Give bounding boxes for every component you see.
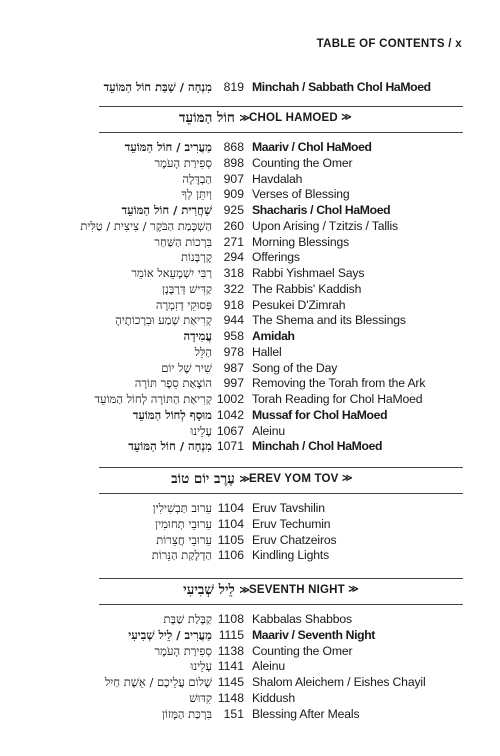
toc-entry[interactable] (0, 186, 500, 202)
entry-english: Morning Blessings (252, 234, 350, 249)
toc-entry[interactable] (0, 202, 500, 218)
entry-hebrew: סְפִירַת הָעֹמֶר (154, 155, 212, 170)
entry-english: The Shema and its Blessings (252, 313, 406, 328)
ornament-right-icon: ≫ (348, 584, 359, 595)
toc-entry[interactable] (0, 234, 500, 250)
toc-entry[interactable] (0, 658, 500, 674)
entry-english: Pesukei D'Zimrah (252, 297, 346, 312)
entry-english: Kabbalas Shabbos (252, 612, 352, 626)
toc-entry[interactable] (0, 423, 500, 439)
entry-english: Song of the Day (252, 360, 338, 375)
toc-entry[interactable] (0, 375, 500, 391)
entry-page: 907 (223, 171, 244, 186)
entry-hebrew: עֵרוּבֵי חֲצֵרוֹת (156, 532, 212, 547)
toc-entry[interactable] (0, 690, 500, 706)
toc-entry[interactable] (0, 328, 500, 344)
entry-hebrew: מַעֲרִיב / לֵיל שְׁבִיעִי (128, 627, 212, 642)
entry-page: 1002 (216, 392, 244, 406)
entry-english: Mussaf for Chol HaMoed (252, 407, 388, 422)
entry-hebrew: הוֹצָאַת סֵפֶר תּוֹרָה (134, 376, 212, 391)
entry-hebrew: עָלֵינוּ (190, 659, 212, 674)
section-title-hebrew (183, 582, 250, 598)
section-rule (99, 106, 463, 107)
entry-hebrew: קַדִּישׁ דְּרַבָּנָן (162, 281, 212, 296)
entry-hebrew: קָרְבָּנוֹת (180, 250, 212, 265)
entry-hebrew: קְרִיאַת שְׁמַע וּבִרְכוֹתֶיהָ (115, 313, 212, 328)
entry-page: 997 (223, 376, 244, 391)
section-title-english (249, 112, 352, 124)
toc-entry[interactable] (0, 391, 500, 407)
toc-entry[interactable] (0, 407, 500, 423)
section-english-text: SEVENTH NIGHT (249, 584, 345, 596)
toc-entry[interactable] (0, 297, 500, 313)
entry-page: 958 (223, 329, 244, 343)
entry-hebrew: וְיִתֵּן לְךָ (181, 187, 212, 202)
toc-entry[interactable] (0, 171, 500, 187)
section-rule (99, 604, 463, 605)
entry-hebrew: בִּרְכוֹת הַשַּׁחַר (154, 234, 212, 249)
entry-page: 1105 (217, 532, 244, 547)
entry-english: Eruv Tavshilin (252, 501, 325, 515)
entry-english: Counting the Omer (252, 643, 353, 658)
entry-page: 944 (223, 313, 244, 328)
section-title-hebrew (179, 110, 250, 126)
entry-page: 271 (223, 234, 244, 249)
entry-english: Eruv Techumin (252, 516, 331, 531)
entry-hebrew: שָׁלוֹם עֲלֵיכֶם / אֵשֶׁת חַיִל (104, 675, 212, 689)
entry-page: 1067 (216, 423, 244, 438)
ornament-left-icon: ≪ (239, 113, 250, 124)
entry-page: 1138 (217, 643, 244, 658)
entry-page: 909 (223, 187, 244, 202)
toc-entry[interactable] (0, 155, 500, 171)
entry-english: Shacharis / Chol HaMoed (252, 203, 391, 217)
ornament-right-icon: ≫ (341, 112, 352, 123)
entry-page: 1104 (217, 516, 244, 531)
toc-entry[interactable] (0, 611, 500, 627)
entry-page: 918 (223, 297, 244, 312)
entry-hebrew: קְרִיאַת הַתּוֹרָה לְחוֹל הַמּוֹעֵד (94, 392, 212, 406)
entry-hebrew: מִנְחָה / חוֹל הַמּוֹעֵד (128, 439, 212, 454)
entry-english: Aleinu (252, 659, 285, 674)
entry-page: 1106 (217, 548, 244, 563)
entry-page: 978 (223, 344, 244, 359)
section-header (99, 469, 463, 491)
entry-page: 322 (223, 281, 244, 296)
toc-entry[interactable] (0, 139, 500, 155)
section-hebrew-text: חוֹל הַמּוֹעֵד (179, 110, 235, 126)
section-rule (99, 467, 463, 468)
entry-english: Blessing After Meals (252, 706, 360, 721)
entry-page: 1145 (217, 675, 244, 689)
entry-hebrew: קַבָּלַת שַׁבָּת (163, 612, 212, 626)
entry-page: 1104 (217, 501, 244, 515)
entry-hebrew: הַדְלָקַת הַנֵּרוֹת (151, 548, 212, 563)
section-hebrew-text: לֵיל שְׁבִיעִי (183, 582, 235, 598)
entry-english: Hallel (252, 344, 282, 359)
entry-page: 151 (223, 706, 244, 721)
entry-english: The Rabbis' Kaddish (252, 281, 362, 296)
entry-english: Rabbi Yishmael Says (252, 266, 365, 280)
entry-hebrew: מוּסָף לְחוֹל הַמּוֹעֵד (132, 407, 212, 422)
entry-english: Kiddush (252, 690, 295, 705)
toc-entry[interactable] (0, 516, 500, 532)
entry-page: 898 (223, 155, 244, 170)
entry-english: Shalom Aleichem / Eishes Chayil (252, 675, 426, 689)
entry-page: 1115 (218, 627, 244, 642)
entry-page: 1042 (216, 407, 244, 422)
toc-entry[interactable] (0, 674, 500, 690)
entry-english: Minchah / Chol HaMoed (252, 439, 383, 454)
toc-entry[interactable] (0, 360, 500, 376)
section-english-text: CHOL HAMOED (249, 112, 338, 124)
toc-entry[interactable] (0, 312, 500, 328)
section-hebrew-text: עֶרֶב יוֹם טוֹב (171, 471, 235, 487)
entry-page: 987 (223, 360, 244, 375)
toc-entry[interactable] (0, 532, 500, 548)
entry-hebrew: עֵרוּב תַּבְשִׁילִין (152, 501, 212, 515)
toc-entry[interactable] (0, 627, 500, 643)
entry-hebrew: הַלֵּל (194, 344, 212, 359)
section-title-english (249, 584, 359, 596)
toc-entry[interactable] (0, 344, 500, 360)
toc-entry[interactable] (0, 79, 500, 95)
entry-hebrew: קִדּוּשׁ (189, 690, 212, 705)
section-header (99, 108, 463, 130)
entry-hebrew: עֵרוּבֵי תְחוּמִין (155, 516, 212, 531)
entry-hebrew: עָלֵינוּ (190, 423, 212, 438)
entry-hebrew: בִּרְכַּת הַמָּזוֹן (162, 706, 212, 721)
entry-page: 1071 (216, 439, 244, 454)
entry-english: Counting the Omer (252, 155, 353, 170)
toc-entry[interactable] (0, 706, 500, 722)
entry-english: Minchah / Sabbath Chol HaMoed (252, 80, 431, 94)
entry-page: 1108 (217, 612, 244, 626)
entry-english: Aleinu (252, 423, 285, 438)
toc-entry[interactable] (0, 281, 500, 297)
entry-english: Havdalah (252, 171, 303, 186)
entry-hebrew: שִׁיר שֶׁל יוֹם (161, 360, 212, 375)
section-header (99, 580, 463, 602)
entry-english: Upon Arising / Tzitzis / Tallis (252, 218, 398, 233)
section-rule (99, 132, 463, 133)
entry-hebrew: הַבְדָּלָה (182, 171, 212, 186)
entry-page: 819 (223, 80, 244, 94)
entry-english: Eruv Chatzeiros (252, 532, 337, 547)
section-rule (99, 493, 463, 494)
ornament-left-icon: ≪ (239, 474, 250, 485)
ornament-left-icon: ≪ (239, 585, 250, 596)
entry-page: 925 (223, 203, 244, 217)
section-title-hebrew (171, 471, 250, 487)
entry-hebrew: מִנְחָה / שַׁבַּת חוֹל הַמּוֹעֵד (103, 80, 212, 94)
entry-english: Removing the Torah from the Ark (252, 376, 426, 391)
section-title-english (249, 473, 353, 485)
entry-english: Amidah (252, 329, 295, 343)
entry-hebrew: רַבִּי יִשְׁמָעֵאל אוֹמֵר (131, 266, 212, 280)
entry-english: Verses of Blessing (252, 187, 350, 202)
ornament-right-icon: ≫ (341, 473, 353, 484)
entry-hebrew: הַשְׁכָּמַת הַבֹּקֶר / צִיצִית / טַלִּית (80, 218, 212, 233)
toc-entry[interactable] (0, 500, 500, 516)
section-rule (99, 578, 463, 579)
toc-entry[interactable] (0, 438, 500, 454)
entry-page: 868 (223, 140, 244, 154)
toc-entry[interactable] (0, 643, 500, 659)
toc-entry[interactable] (0, 218, 500, 234)
entry-hebrew: סְפִירַת הָעֹמֶר (154, 643, 212, 658)
entry-hebrew: עֲמִידָה (183, 329, 212, 343)
entry-english: Offerings (252, 250, 300, 265)
toc-entry[interactable] (0, 249, 500, 265)
entry-page: 1141 (217, 659, 244, 674)
toc-entry[interactable] (0, 547, 500, 563)
entry-english: Kindling Lights (252, 548, 330, 563)
entry-hebrew: שַׁחֲרִית / חוֹל הַמּוֹעֵד (121, 203, 212, 217)
entry-page: 260 (223, 218, 244, 233)
entry-hebrew: פְּסוּקֵי דְזִמְרָה (155, 297, 212, 312)
entry-english: Maariv / Chol HaMoed (252, 140, 372, 154)
section-english-text: EREV YOM TOV (249, 473, 339, 485)
entry-page: 1148 (217, 690, 244, 705)
entry-page: 294 (223, 250, 244, 265)
toc-entry[interactable] (0, 265, 500, 281)
entry-hebrew: מַעֲרִיב / חוֹל הַמּוֹעֵד (124, 140, 212, 154)
running-head: TABLE OF CONTENTS / x (316, 38, 462, 50)
entry-page: 318 (223, 266, 244, 280)
entry-english: Maariv / Seventh Night (252, 627, 376, 642)
entry-english: Torah Reading for Chol HaMoed (252, 392, 423, 406)
